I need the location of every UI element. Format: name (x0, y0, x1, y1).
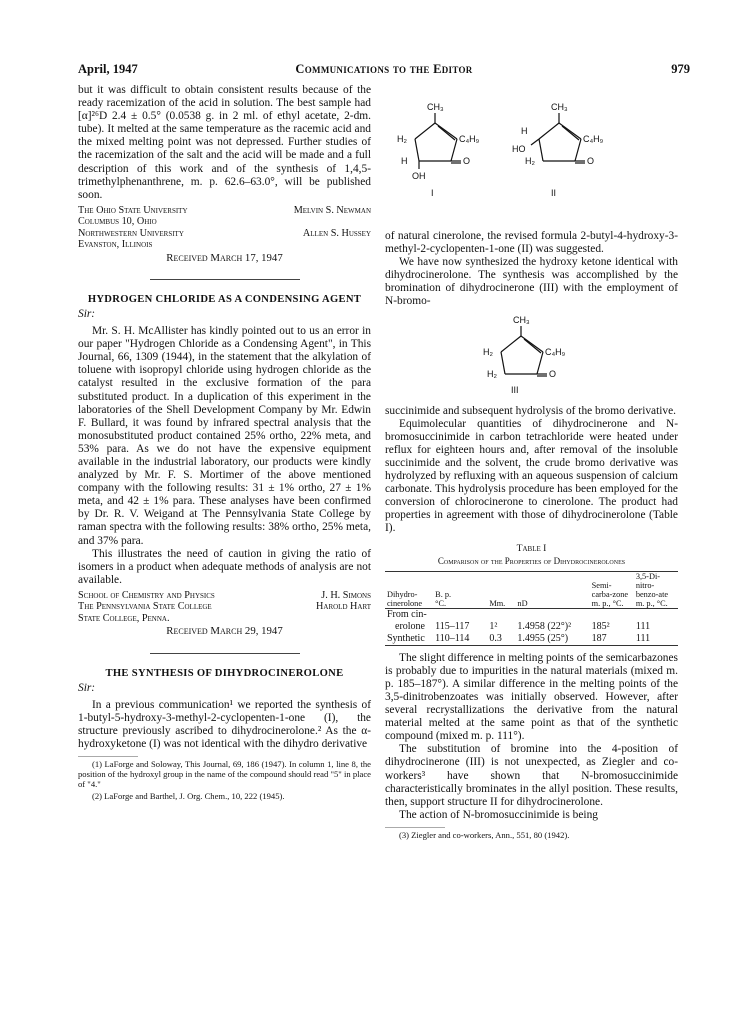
affiliation: The Pennsylvania State College (78, 601, 212, 613)
article-title: THE SYNTHESIS OF DIHYDROCINEROLONE (105, 667, 344, 679)
table-header-row (385, 571, 678, 608)
structure-iii (385, 312, 678, 400)
compound-label: III (511, 384, 519, 395)
h2-label: H₂ (525, 156, 535, 166)
header-title: Communications to the Editor (295, 62, 473, 76)
body-paragraph: Equimolecular quantities of dihydrocinerone and N-bromosuccinimide in carbon tetrachloride were heated under reflux for eighteen hours and, after removal of the insoluble succinimide and the solvent, the crude bromo derivative was hydrolyzed by refluxing with an aqueous suspension of calcium carbonate. This hydrolysis procedure has been employed for the conversion of chlorocinerone to cinerolone. The product had properties in agreement with those of dihydrocinerolone (Table I). (385, 417, 678, 535)
table-cell: 185² (591, 620, 610, 632)
affiliation: School of Chemistry and Physics (78, 589, 215, 601)
body-paragraph: The substitution of bromine into the 4-position of dihydrocinerone (III) is not unexpected, as Ziegler and co-workers³ have shown that N-bromosuccinimide characteristically brominates in the allyl position. These results, then, support structure II for dihydrocinerolone. (385, 743, 678, 808)
author-name: Allen S. Hussey (302, 227, 371, 239)
butyl-label: C₄H₉ (583, 134, 604, 144)
column-header: 3,5-Di-nitro-benzo-ate m. p., °C. (635, 571, 669, 608)
compound-label: I (431, 188, 434, 198)
author-name: J. H. Simons (321, 589, 371, 601)
table-row (385, 621, 678, 633)
affiliation: The Ohio State University (78, 204, 188, 216)
body-paragraph: The action of N-bromosuccinimide is being (399, 808, 598, 821)
body-paragraph: of natural cinerolone, the revised formula 2-butyl-4-hydroxy-3-methyl-2-cyclopenten-1-one (II) was suggested. (385, 230, 678, 256)
properties-table (385, 571, 678, 646)
column-header: Semi-carba-zone m. p., °C. (591, 580, 629, 608)
header-date: April, 1947 (78, 62, 138, 76)
column-header: nD (517, 598, 528, 608)
table-cell: 115–117 (435, 620, 470, 632)
salutation: Sir: (78, 307, 96, 320)
table-cell: 111 (635, 620, 651, 632)
divider (150, 279, 300, 280)
table-cell: 1.4955 (25°) (517, 632, 569, 644)
hydroxyl-label: OH (412, 171, 426, 181)
body-paragraph: In a previous communication¹ we reported the synthesis of 1-butyl-5-hydroxy-3-methyl-2-cyclopenten-1-one (I), the structure previously ascribed to dihydrocinerolone.² As the α-hydroxyketone (I) was not identical with the dihydro derivative (78, 698, 371, 750)
column-header: Mm. (489, 598, 506, 608)
table-subtitle: Comparison of the Properties of Dihydrocinerolones (437, 555, 626, 566)
body-paragraph: We have now synthesized the hydroxy ketone identical with dihydrocinerolone. The synthesis was accomplished by the bromination of dihydrocinerone (III) with the employment of N-bromo- (385, 256, 678, 308)
right-column (385, 95, 678, 840)
butyl-label: C₄H₉ (545, 346, 566, 357)
table-caption: Table I (516, 542, 547, 554)
table-cell: 1² (489, 620, 498, 632)
page-number: 979 (671, 62, 690, 76)
body-paragraph: succinimide and subsequent hydrolysis of the bromo derivative. (385, 404, 677, 417)
table-cell: From cin- (387, 608, 427, 620)
methyl-label: CH₃ (551, 102, 568, 112)
continued-paragraph: but it was difficult to obtain consistent results because of the ready racemization of the acid in solution. The best sample had [α]²⁶D 2.4 ± 0.5° (0.0538 g. in 2 ml. of ethyl acetate, 2-dm. tube). It melted at the same temperature as the racemic acid and the mixed melting point was not depressed. Further studies of the racemization of the salt and the acid will be made and a full description of this work and of the synthesis of 1,4,5-trimethylphenanthrene, m. p. 62.6–63.0°, will be published soon. (78, 84, 371, 201)
column-header: Dihydro-cinerolone (387, 589, 423, 608)
oxygen-label: O (463, 156, 471, 166)
table-cell: Synthetic (387, 632, 425, 644)
body-paragraph: This illustrates the need of caution in giving the ratio of isomers in a product when adequate methods of analysis are not available. (78, 547, 371, 586)
table-cell: 111 (635, 632, 651, 644)
column-header (433, 571, 487, 608)
affiliation: Evanston, Illinois (78, 239, 153, 251)
affiliation: State College, Penna. (78, 612, 170, 624)
table-cell: 0.3 (489, 632, 502, 644)
affiliation: Columbus 10, Ohio (78, 216, 157, 228)
body-paragraph: Mr. S. H. McAllister has kindly pointed out to us an error in our paper "Hydrogen Chloride as a Condensing Agent", in This Journal, 66, 1309 (1944), in the statement that the alkylation of toluene with isopropyl chloride using hydrogen chloride as the catalyst resulted in the exclusive formation of the para substituted product. In a duplication of this experiment in the laboratories of the Shell Development Company by Mr. Edwin F. Bullard, it was found by infrared spectral analysis that the monosubstituted product contained 25% ortho, 22% meta, and 53% para. As we do not have the expensive equipment available in the industrial laboratory, our products were kindly analyzed by Mr. F. S. Mortimer of the above mentioned company with the following results: 31 ± 1% ortho, 27 ± 1% meta, and 42 ± 1% para. These analyses have been confirmed by Dr. R. V. Weigand at The Pennsylvania State College by raman spectra with the following results: 38% ortho, 25% meta, and 37% para. (78, 325, 371, 547)
signature-block-2 (78, 590, 371, 639)
butyl-label: C₄H₉ (459, 134, 480, 144)
body-paragraph: The slight difference in melting points of the semicarbazones is probably due to impurities in the natural materials (mixed m. p. 185–187°). A similar difference in the melting points of the 3,5-dinitrobenzoates was initially observed. However, after several recrystallizations the derivative from the natural material melted at the same point as that of the synthetic compound (mixed m. p. 111°). (385, 651, 678, 743)
column-header: °C. (435, 598, 447, 608)
footnote: (2) LaForge and Barthel, J. Org. Chem., 10, 222 (1945). (92, 790, 285, 801)
methyl-label: CH₃ (427, 102, 444, 112)
table-cell: 1.4958 (22°)² (517, 620, 572, 632)
h2-label: H₂ (483, 346, 493, 357)
divider (150, 653, 300, 654)
column-group-header: B. p. (435, 589, 452, 599)
h2-label: H₂ (487, 368, 497, 379)
signature-block-1 (78, 205, 371, 265)
table-cell: erolone (395, 620, 425, 632)
salutation: Sir: (78, 681, 96, 694)
h-label: H (521, 126, 528, 136)
received-date: Received March 29, 1947 (166, 625, 283, 638)
footnote-rule (78, 756, 138, 757)
methyl-label: CH₃ (513, 314, 530, 325)
table-cell: 187 (591, 632, 607, 644)
structures-i-ii (385, 95, 678, 230)
oxygen-label: O (549, 368, 557, 379)
affiliation: Northwestern University (78, 227, 184, 239)
table-cell: 110–114 (435, 632, 470, 644)
running-header (78, 62, 690, 80)
table-row (385, 608, 678, 621)
received-date: Received March 17, 1947 (166, 251, 283, 264)
compound-label: II (551, 188, 557, 198)
oxygen-label: O (587, 156, 595, 166)
footnote-rule (385, 827, 445, 828)
hydroxyl-label: HO (512, 144, 526, 154)
footnote: (1) LaForge and Soloway, This Journal, 69, 186 (1947). In column 1, line 8, the position of the hydroxyl group in the name of the compound should read "5" in place of "4." (78, 758, 371, 789)
left-column (78, 84, 371, 801)
article-title: HYDROGEN CHLORIDE AS A CONDENSING AGENT (87, 293, 362, 305)
structure-diagram (385, 312, 678, 400)
author-name: Melvin S. Newman (293, 204, 371, 216)
footnote: (3) Ziegler and co-workers, Ann., 551, 80 (1942). (399, 829, 570, 840)
h-label: H (401, 156, 408, 166)
author-name: Harold Hart (316, 601, 371, 613)
h2-label: H₂ (397, 134, 407, 144)
table-row (385, 633, 678, 646)
